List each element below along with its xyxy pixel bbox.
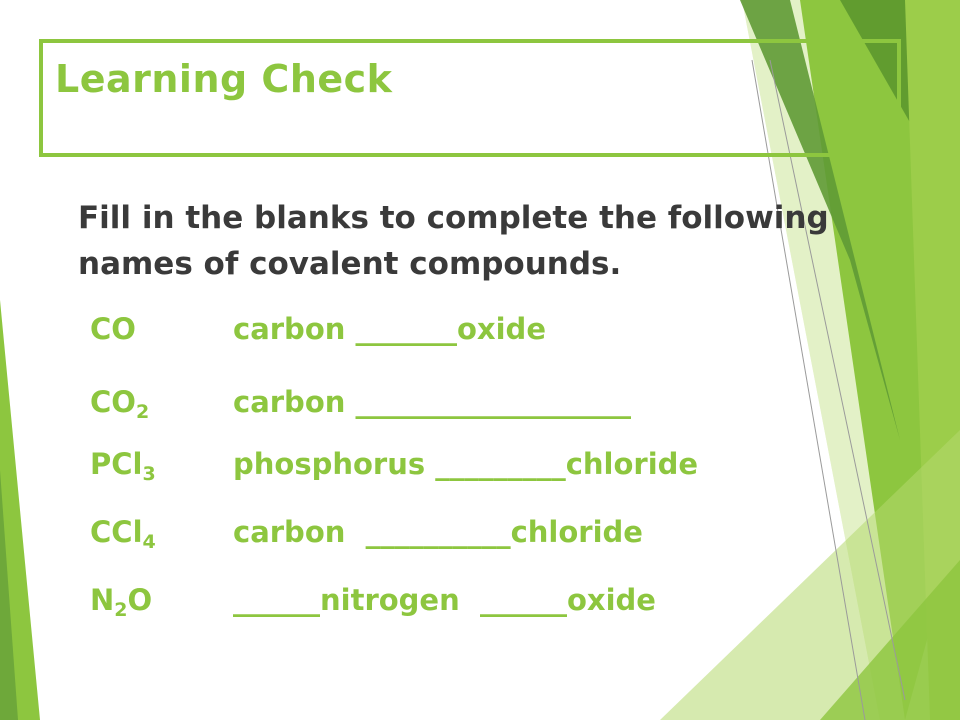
compound-row-co2 (90, 385, 631, 425)
compound-name: carbon ___________________ (233, 385, 631, 419)
formula: CO (90, 312, 136, 346)
compound-row-n2o (90, 583, 656, 623)
compound-row-pcl3 (90, 447, 699, 487)
formula: $CO_2$ (90, 385, 150, 423)
compound-name: carbon _______oxide (233, 312, 546, 346)
formula: CCl$_4$ (90, 515, 156, 553)
instruction-text: Fill in the blanks to complete the following names of covalent compounds. (78, 200, 829, 282)
slide-title: Learning Check (55, 57, 393, 101)
compound-name: carbon __________chloride (233, 515, 643, 549)
title-box (39, 39, 901, 157)
compound-row-co (90, 312, 546, 352)
compound-name: ______nitrogen ______oxide (233, 583, 656, 617)
compound-row-ccl4 (90, 515, 643, 555)
formula: PCl$_3$ (90, 447, 156, 485)
formula: $N_2O$ (90, 583, 153, 621)
compound-name: phosphorus _________chloride (233, 447, 699, 481)
